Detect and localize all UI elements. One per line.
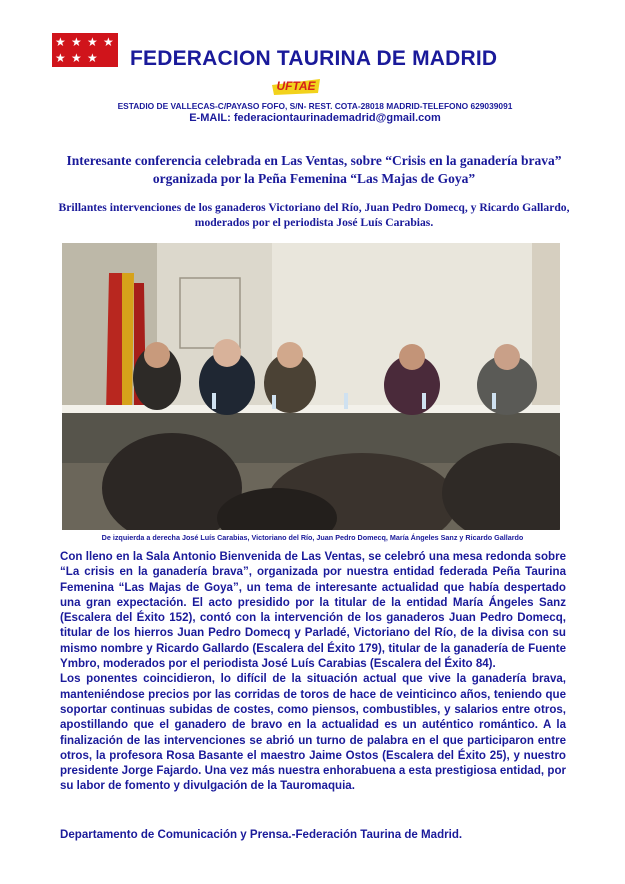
conference-photo [62, 243, 560, 530]
email-line: E-MAIL: federaciontaurinademadrid@gmail.com [189, 112, 441, 124]
article-subheadline: Brillantes intervenciones de los ganaderos Victoriano del Río, Juan Pedro Domecq, y Ricardo Gallardo, moderados por el periodista José Luís Carabias. [58, 201, 570, 229]
body-paragraph: Los ponentes coincidieron, lo difícil de la situación actual que vive la ganadería brava, manteniéndose precios por las corridas de toros de hace de veinticinco años, teniendo que soportar continuas subidas de costes, como piensos, combustibles, y salarios entre otros, apostillando que el ganadero de bravo en la actualidad es un auténtico romántico. A la finalización de las intervenciones se abrió un turno de palabra en el que participaron entre otros, la profesora Rosa Basante el maestro Jaime Ostos (Escalera del Éxito 25), y nuestro presidente Jorge Fajardo. Una vez más nuestra enhorabuena a esta prestigiosa entidad, por su labor de fomento y divulgación de la Tauromaquia. [60, 673, 566, 793]
uftae-logo [270, 73, 322, 97]
body-paragraph: Con lleno en la Sala Antonio Bienvenida de Las Ventas, se celebró una mesa redonda sobre “La crisis en la ganadería brava”, organizada por nuestra entidad federada Peña Taurina Femenina “Las Majas de Goya”, un tema de interesante actualidad que había despertado una gran expectación. El acto presidido por la titular de la entidad María Ángeles Sanz (Escalera del Éxito 152), contó con la intervención de los ganaderos Juan Pedro Domecq, titular de los hierros Juan Pedro Domecq y Parladé, Victoriano del Río, de la divisa con su mismo nombre y Ricardo Gallardo (Escalera del Éxito 179), titular de la ganadería de Fuente Ymbro, moderados por el periodista José Luís Carabias (Escalera del Éxito 84). [60, 551, 566, 671]
madrid-flag-logo: ★ ★ ★ ★ ★ ★ ★ [52, 33, 118, 67]
article-signature: Departamento de Comunicación y Prensa.-Federación Taurina de Madrid. [60, 829, 463, 841]
article-body [60, 550, 566, 795]
federation-title: FEDERACION TAURINA DE MADRID [130, 47, 498, 70]
logo-text: UFTAE [276, 79, 316, 93]
address-line: ESTADIO DE VALLECAS-C/PAYASO FOFO, S/N- REST. COTA-28018 MADRID-TELEFONO 629039091 [117, 101, 513, 111]
photo-caption: De izquierda a derecha José Luís Carabias, Victoriano del Río, Juan Pedro Domecq, María Ángeles Sanz y Ricardo Gallardo [101, 533, 524, 542]
article-headline: Interesante conferencia celebrada en Las Ventas, sobre “Crisis en la ganadería brava” organizada por la Peña Femenina “Las Majas de Goya” [66, 153, 562, 186]
